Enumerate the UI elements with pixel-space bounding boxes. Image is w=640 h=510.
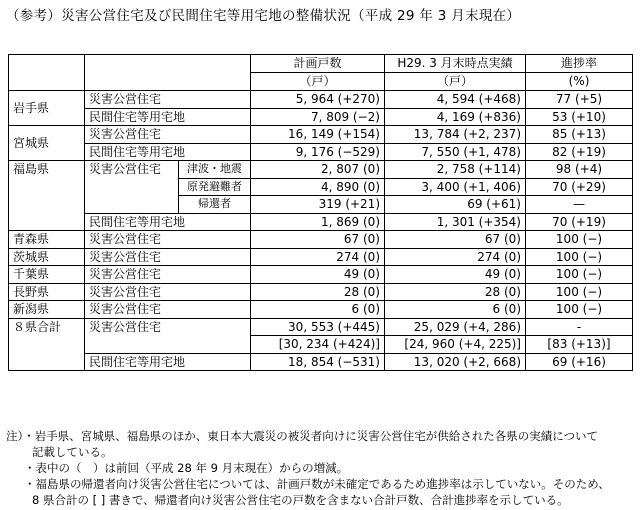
type-cell: 災害公営住宅 [85, 301, 251, 319]
actual-cell: 2, 758 (+114) [385, 161, 526, 179]
pref-fukushima: 福島県 [9, 161, 85, 231]
table-row [9, 143, 633, 161]
type-cell: 災害公営住宅 [85, 283, 251, 301]
header-blank-pref [9, 55, 85, 91]
pref-chiba: 千葉県 [9, 266, 85, 284]
actual-cell: 67 (0) [385, 231, 526, 249]
planned-cell: 30, 553 (+445) [251, 318, 385, 336]
header-progress: 進捗率 [526, 55, 633, 73]
type-cell: 民間住宅等用宅地 [85, 143, 251, 161]
planned-cell: 319 (+21) [251, 196, 385, 214]
table-row [9, 353, 633, 371]
table-row [9, 161, 633, 179]
footnotes [6, 428, 636, 508]
type-cell: 民間住宅等用宅地 [85, 353, 251, 371]
subtype-cell: 帰還者 [179, 196, 251, 214]
table-row [9, 283, 633, 301]
pref-niigata: 新潟県 [9, 301, 85, 319]
note-line: 8 県合計の [ ] 書きで、帰還者向け災害公営住宅の戸数を含まない合計戸数、合計進捗率を示している。 [32, 493, 569, 507]
planned-cell: 28 (0) [251, 283, 385, 301]
table-row [9, 126, 633, 144]
actual-cell: 4, 169 (+836) [385, 108, 526, 126]
type-cell: 災害公営住宅 [85, 91, 251, 109]
planned-cell: 2, 807 (0) [251, 161, 385, 179]
actual-cell: 1, 301 (+354) [385, 213, 526, 231]
type-cell: 災害公営住宅 [85, 266, 251, 284]
table-row [9, 301, 633, 319]
progress-cell: 70 (+29) [526, 178, 633, 196]
progress-cell: 85 (+13) [526, 126, 633, 144]
progress-cell: 100 (−) [526, 283, 633, 301]
progress-cell: 82 (+19) [526, 143, 633, 161]
actual-cell: 49 (0) [385, 266, 526, 284]
progress-cell: 77 (+5) [526, 91, 633, 109]
note-line: ・福島県の帰還者向け災害公営住宅については、計画戸数が未確定であるため進捗率は示していない。そのため、 [24, 477, 610, 491]
planned-cell: 49 (0) [251, 266, 385, 284]
type-cell: 民間住宅等用宅地 [85, 213, 251, 231]
planned-cell: 16, 149 (+154) [251, 126, 385, 144]
progress-cell-excluding: [83 (+13)] [526, 336, 633, 354]
pref-ibaraki: 茨城県 [9, 248, 85, 266]
housing-progress-table [8, 54, 633, 371]
type-cell: 災害公営住宅 [85, 318, 251, 353]
actual-cell: 13, 784 (+2, 237) [385, 126, 526, 144]
subtype-cell: 津波・地震 [179, 161, 251, 179]
pref-iwate: 岩手県 [9, 91, 85, 126]
header-actual: H29. 3 月末時点実績 [385, 55, 526, 73]
type-cell: 災害公営住宅 [85, 248, 251, 266]
note-line: ・表中の（ ）は前回（平成 28 年 9 月末現在）からの増減。 [24, 461, 349, 475]
actual-cell: 13, 020 (+2, 668) [385, 353, 526, 371]
pref-total: ８県合計 [9, 318, 85, 371]
planned-cell-excluding: [30, 234 (+424)] [251, 336, 385, 354]
actual-cell: 274 (0) [385, 248, 526, 266]
progress-cell: 53 (+10) [526, 108, 633, 126]
pref-miyagi: 宮城県 [9, 126, 85, 161]
table-row [9, 91, 633, 109]
planned-cell: 274 (0) [251, 248, 385, 266]
planned-cell: 4, 890 (0) [251, 178, 385, 196]
progress-cell: 100 (−) [526, 301, 633, 319]
planned-cell: 67 (0) [251, 231, 385, 249]
header-progress-unit: (%) [526, 73, 633, 91]
actual-cell-excluding: [24, 960 (+4, 225)] [385, 336, 526, 354]
table-row [9, 248, 633, 266]
pref-nagano: 長野県 [9, 283, 85, 301]
page-title: （参考）災害公営住宅及び民間住宅等用宅地の整備状況（平成 29 年 3 月末現在） [6, 8, 521, 24]
planned-cell: 5, 964 (+270) [251, 91, 385, 109]
table-row [9, 318, 633, 336]
progress-cell: 69 (+16) [526, 353, 633, 371]
type-cell: 民間住宅等用宅地 [85, 108, 251, 126]
table-row [9, 108, 633, 126]
type-cell: 災害公営住宅 [85, 231, 251, 249]
actual-cell: 25, 029 (+4, 286) [385, 318, 526, 336]
planned-cell: 7, 809 (−2) [251, 108, 385, 126]
progress-cell: 100 (−) [526, 231, 633, 249]
note-line: 記載している。 [32, 445, 113, 459]
pref-aomori: 青森県 [9, 231, 85, 249]
table-row [9, 213, 633, 231]
header-row [9, 55, 633, 73]
planned-cell: 1, 869 (0) [251, 213, 385, 231]
progress-cell: - [526, 318, 633, 336]
header-actual-unit: （戸） [385, 73, 526, 91]
type-cell: 災害公営住宅 [85, 161, 179, 214]
progress-cell: — [526, 196, 633, 214]
planned-cell: 18, 854 (−531) [251, 353, 385, 371]
actual-cell: 69 (+61) [385, 196, 526, 214]
planned-cell: 9, 176 (−529) [251, 143, 385, 161]
actual-cell: 4, 594 (+468) [385, 91, 526, 109]
progress-cell: 98 (+4) [526, 161, 633, 179]
table-row [9, 266, 633, 284]
subtype-cell: 原発避難者 [179, 178, 251, 196]
progress-cell: 100 (−) [526, 266, 633, 284]
table-row [9, 231, 633, 249]
type-cell: 災害公営住宅 [85, 126, 251, 144]
note-line: 注）・岩手県、宮城県、福島県のほか、東日本大震災の被災者向けに災害公営住宅が供給された各県の実績について [6, 429, 599, 443]
actual-cell: 3, 400 (+1, 406) [385, 178, 526, 196]
actual-cell: 28 (0) [385, 283, 526, 301]
actual-cell: 6 (0) [385, 301, 526, 319]
planned-cell: 6 (0) [251, 301, 385, 319]
header-planned: 計画戸数 [251, 55, 385, 73]
header-blank-type [85, 55, 251, 91]
actual-cell: 7, 550 (+1, 478) [385, 143, 526, 161]
header-planned-unit: （戸） [251, 73, 385, 91]
progress-cell: 100 (−) [526, 248, 633, 266]
progress-cell: 70 (+19) [526, 213, 633, 231]
